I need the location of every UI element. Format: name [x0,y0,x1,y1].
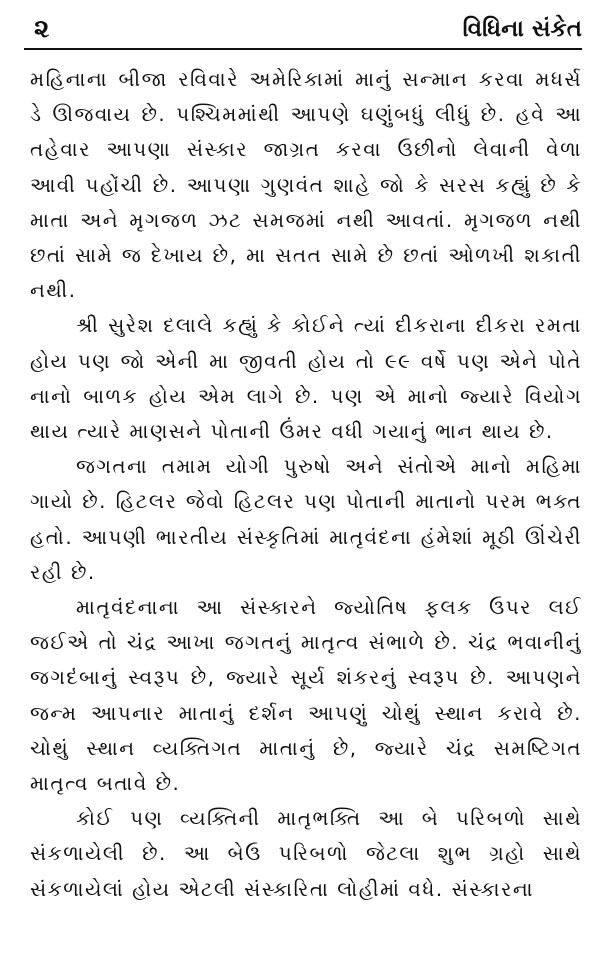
paragraph-1: મહિનાના બીજા રવિવારે અમેરિકામાં માનું સન્માન કરવા મધર્સ ડે ઊજવાય છે. પશ્ચિમમાંથી આપણે ઘણુંબધું લીધું છે. હવે આ તહેવાર આપણા સંસ્કાર જાગ્રત કરવા ઉછીનો લેવાની વેળા આવી પહોંચી છે. આપણા ગુણવંત શાહે જો કે સરસ કહ્યું છે કે માતા અને મૃગજળ ઝટ સમજમાં નથી આવતાં. મૃગજળ નથી છતાં સામે જ દેખાય છે, મા સતત સામે છે છતાં ઓળખી શકાતી નથી. [30,68,582,303]
body-text [30,62,582,907]
header-rule [24,48,582,50]
running-title: વિધિના સંકેત [462,16,582,42]
page-header [24,12,582,48]
paragraph-2: શ્રી સુરેશ દલાલે કહ્યું કે કોઈને ત્યાં દીકરાના દીકરા રમતા હોય પણ જો એની મા જીવતી હોય તો ૯૯ વર્ષે પણ એને પોતે નાનો બાળક હોય એમ લાગે છે. પણ એ માનો જ્યારે વિયોગ થાય ત્યારે માણસને પોતાની ઉંમર વધી ગયાનું ભાન થાય છે. [30,314,582,444]
paragraph-5: કોઈ પણ વ્યક્તિની માતૃભક્તિ આ બે પરિબળો સાથે સંકળાયેલી છે. આ બેઉ પરિબળો જેટલા શુભ ગ્રહો સાથે સંકળાયેલાં હોય એટલી સંસ્કારિતા લોહીમાં વધે. સંસ્કારના [30,807,582,901]
page-number: ૨ [34,14,50,44]
paragraph-3: જગતના તમામ યોગી પુરુષો અને સંતોએ માનો મહિમા ગાયો છે. હિટલર જેવો હિટલર પણ પોતાની માતાનો પરમ ભક્ત હતો. આપણી ભારતીય સંસ્કૃતિમાં માતૃવંદના હંમેશાં મૂઠી ઊંચેરી રહી છે. [30,455,582,584]
paragraph-4: માતૃવંદનાના આ સંસ્કારને જ્યોતિષ ફલક ઉપર લઈ જઈએ તો ચંદ્ર આખા જગતનું માતૃત્વ સંભાળે છે. ચંદ્ર ભવાનીનું જગદંબાનું સ્વરૂપ છે, જ્યારે સૂર્ય શંકરનું સ્વરૂપ છે. આપણને જન્મ આપનાર માતાનું દર્શન આપણું ચોથું સ્થાન કરાવે છે. ચોથું સ્થાન વ્યક્તિગત માતાનું છે, જ્યારે ચંદ્ર સમષ્ટિગત માતૃત્વ બતાવે છે. [30,596,582,796]
